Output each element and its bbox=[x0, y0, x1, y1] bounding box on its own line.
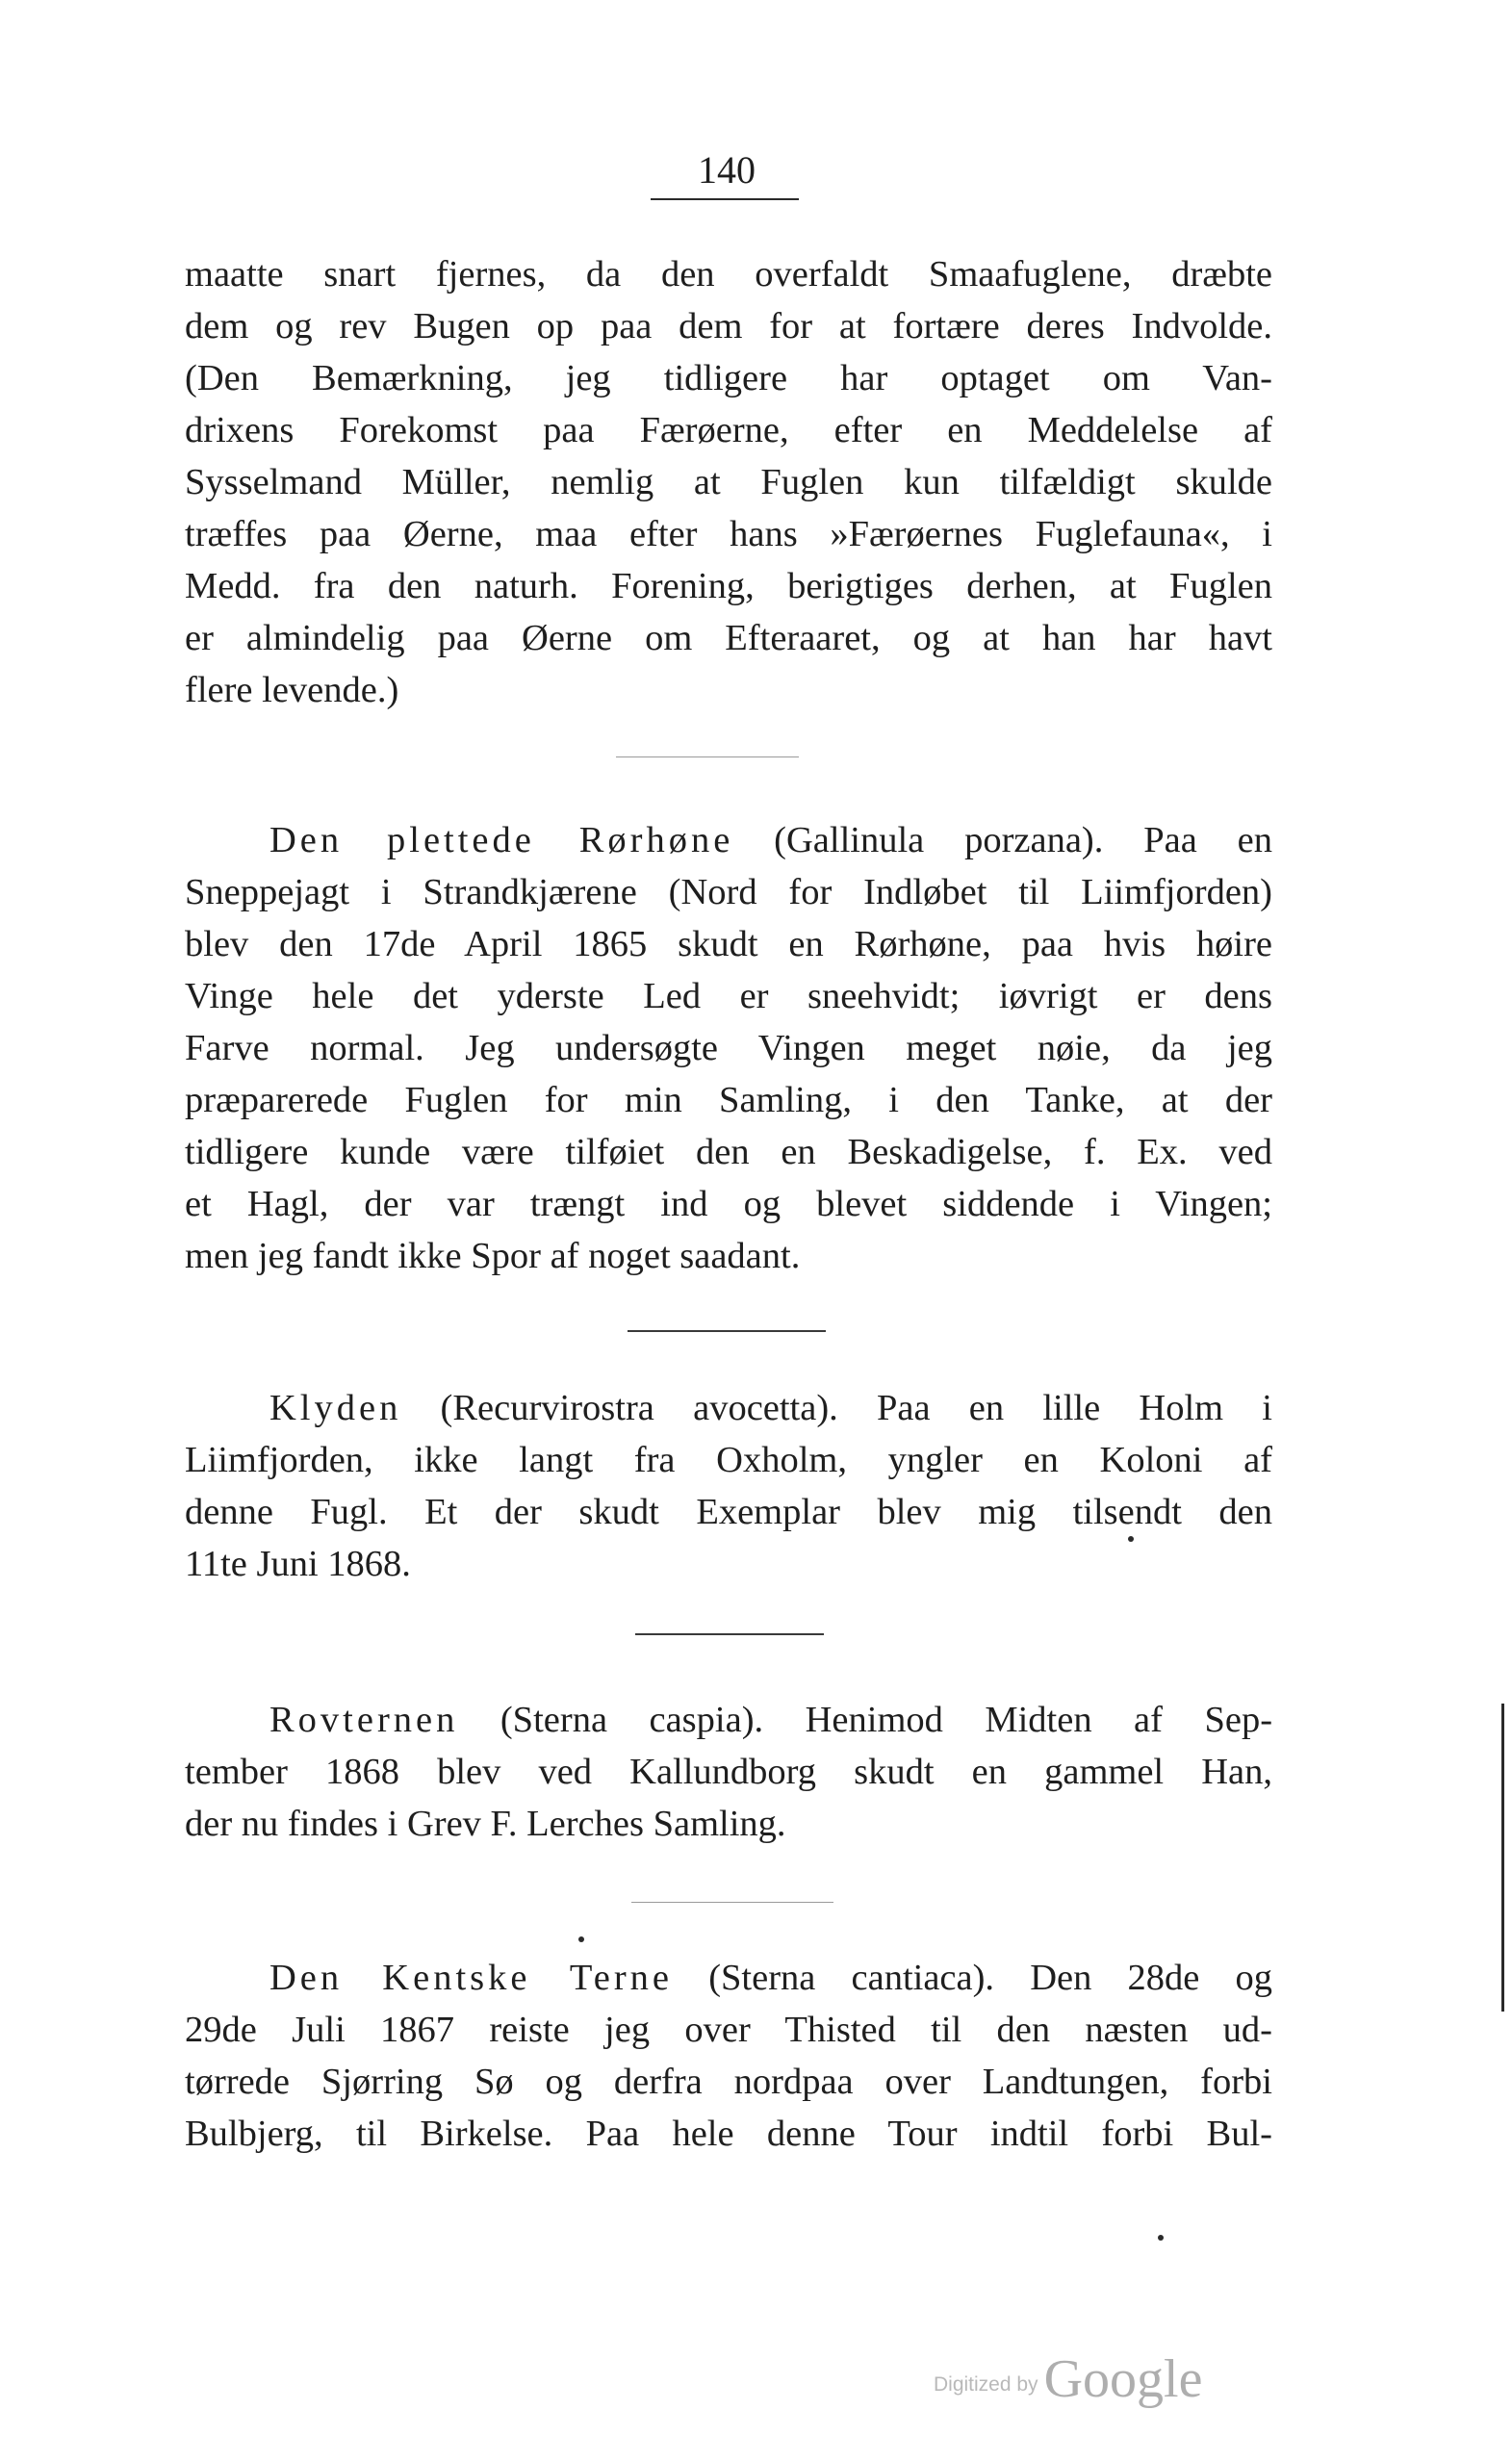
text-line: tidligere kunde være tilføiet den en Beskadigelse, f. Ex. ved bbox=[185, 1132, 1272, 1172]
entry-first-line-text: (Sterna caspia). Henimod Midten af Sep- bbox=[500, 1700, 1273, 1740]
page-number: 140 bbox=[698, 148, 756, 192]
text-line: Sysselmand Müller, nemlig at Fuglen kun tilfældigt skulde bbox=[185, 462, 1272, 502]
text-line: præparerede Fuglen for min Samling, i den Tanke, at der bbox=[185, 1080, 1272, 1120]
watermark-prefix: Digitized by bbox=[934, 2373, 1038, 2396]
section-separator bbox=[631, 1902, 833, 1903]
entry-first-line-text: (Recurvirostra avocetta). Paa en lille Holm i bbox=[440, 1388, 1272, 1428]
text-line: 11te Juni 1868. bbox=[185, 1544, 411, 1584]
entry-first-line bbox=[185, 1382, 1272, 1434]
text-line: Medd. fra den naturh. Forening, berigtiges derhen, at Fuglen bbox=[185, 566, 1272, 606]
species-heading: Klyden bbox=[269, 1388, 402, 1428]
text-line: flere levende.) bbox=[185, 670, 399, 710]
text-line: et Hagl, der var trængt ind og blevet siddende i Vingen; bbox=[185, 1184, 1272, 1224]
entry-first-line-text: (Sterna cantiaca). Den 28de og bbox=[708, 1958, 1273, 1998]
entry-first-line bbox=[185, 814, 1272, 866]
google-logo: Google bbox=[1043, 2349, 1203, 2409]
text-line: blev den 17de April 1865 skudt en Rørhøne, paa hvis høire bbox=[185, 924, 1272, 964]
species-heading: Den Kentske Terne bbox=[269, 1958, 674, 1998]
text-line: (Den Bemærkning, jeg tidligere har optaget om Van- bbox=[185, 358, 1272, 398]
text-line: maatte snart fjernes, da den overfaldt Smaafuglene, dræbte bbox=[185, 254, 1272, 295]
text-line: dem og rev Bugen op paa dem for at fortære deres Indvolde. bbox=[185, 306, 1272, 346]
ink-speck bbox=[1158, 2235, 1164, 2241]
text-line: drixens Forekomst paa Færøerne, efter en Meddelelse af bbox=[185, 410, 1272, 450]
section-separator bbox=[616, 756, 799, 757]
text-line: tember 1868 blev ved Kallundborg skudt en gammel Han, bbox=[185, 1752, 1272, 1792]
text-line: 29de Juli 1867 reiste jeg over Thisted til den næsten ud- bbox=[185, 2010, 1272, 2050]
species-heading: Rovternen bbox=[269, 1700, 459, 1740]
entry-first-line-text: (Gallinula porzana). Paa en bbox=[774, 820, 1273, 860]
text-line: træffes paa Øerne, maa efter hans »Færøernes Fuglefauna«, i bbox=[185, 514, 1272, 554]
text-line: tørrede Sjørring Sø og derfra nordpaa over Landtungen, forbi bbox=[185, 2062, 1272, 2102]
text-line: denne Fugl. Et der skudt Exemplar blev mig tilsendt den bbox=[185, 1492, 1272, 1532]
page-number-rule bbox=[651, 198, 799, 200]
text-line: men jeg fandt ikke Spor af noget saadant. bbox=[185, 1236, 801, 1276]
section-separator bbox=[635, 1633, 824, 1635]
text-line: Sneppejagt i Strandkjærene (Nord for Indløbet til Liimfjorden) bbox=[185, 872, 1272, 912]
section-separator bbox=[628, 1330, 826, 1332]
text-line: Farve normal. Jeg undersøgte Vingen meget nøie, da jeg bbox=[185, 1028, 1272, 1068]
species-heading: Den plettede Rørhøne bbox=[269, 820, 734, 860]
digitized-watermark bbox=[934, 2348, 1202, 2410]
entry-first-line bbox=[185, 1952, 1272, 2004]
text-line: der nu findes i Grev F. Lerches Samling. bbox=[185, 1804, 786, 1844]
text-line: Vinge hele det yderste Led er sneehvidt; iøvrigt er dens bbox=[185, 976, 1272, 1016]
text-line: er almindelig paa Øerne om Efteraaret, og at han har havt bbox=[185, 618, 1272, 658]
ink-speck bbox=[578, 1936, 584, 1942]
text-line: Liimfjorden, ikke langt fra Oxholm, yngler en Koloni af bbox=[185, 1440, 1272, 1480]
entry-first-line bbox=[185, 1694, 1272, 1746]
margin-scan-mark bbox=[1501, 1704, 1504, 2012]
text-line: Bulbjerg, til Birkelse. Paa hele denne Tour indtil forbi Bul- bbox=[185, 2114, 1272, 2154]
ink-speck bbox=[1128, 1536, 1134, 1542]
